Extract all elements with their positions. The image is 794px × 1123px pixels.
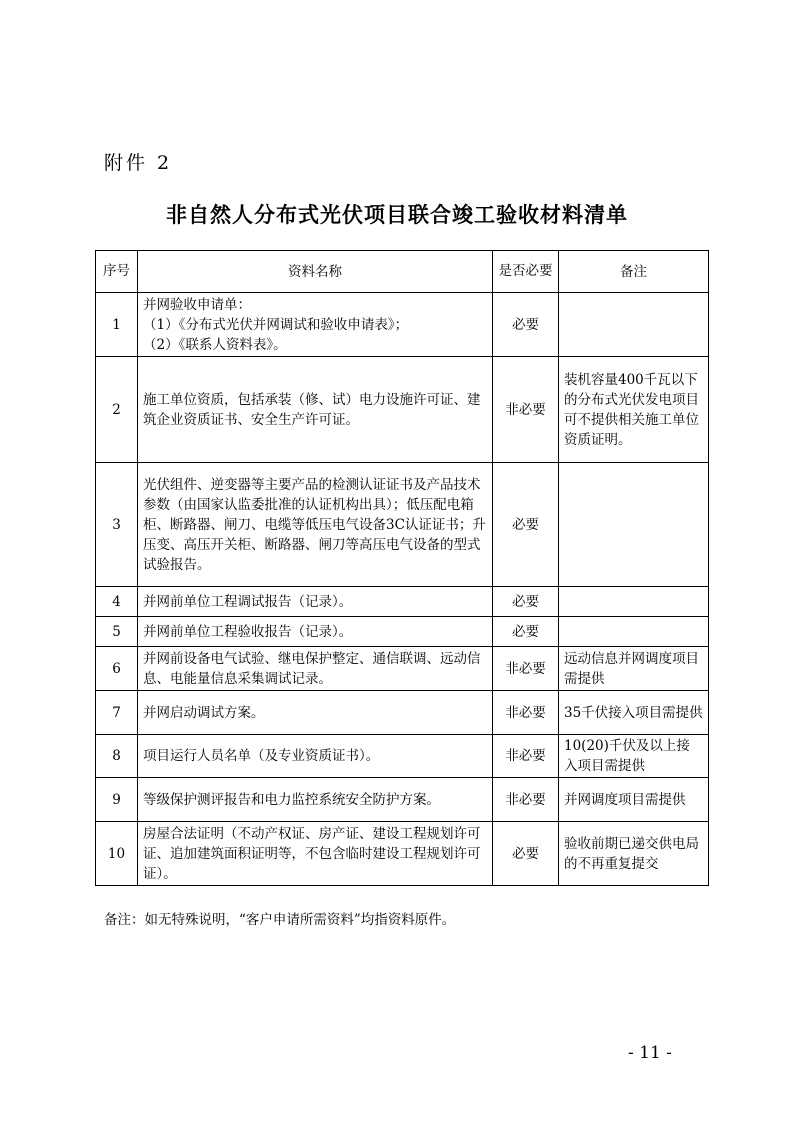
materials-table <box>95 250 709 886</box>
row-no: 4 <box>96 587 138 617</box>
table-row <box>96 357 709 463</box>
table-row <box>96 587 709 617</box>
row-name: 并网验收申请单： （1）《分布式光伏并网调试和验收申请表》； （2）《联系人资料表》。 <box>138 293 493 357</box>
row-name: 光伏组件、逆变器等主要产品的检测认证证书及产品技术参数（由国家认监委批准的认证机构出具）；低压配电箱柜、断路器、闸刀、电缆等低压电气设备3C认证证书；升压变、高压开关柜、断路器、闸刀等高压电气设备的型式试验报告。 <box>138 463 493 587</box>
row-no: 3 <box>96 463 138 587</box>
row-required: 非必要 <box>493 691 559 735</box>
row-note <box>559 617 709 647</box>
row-note: 远动信息并网调度项目需提供 <box>559 647 709 691</box>
table-row <box>96 617 709 647</box>
row-no: 9 <box>96 778 138 822</box>
row-note: 并网调度项目需提供 <box>559 778 709 822</box>
table-row <box>96 293 709 357</box>
row-name: 施工单位资质，包括承装（修、试）电力设施许可证、建筑企业资质证书、安全生产许可证。 <box>138 357 493 463</box>
row-required: 必要 <box>493 822 559 886</box>
table-row <box>96 647 709 691</box>
table-row <box>96 463 709 587</box>
row-no: 1 <box>96 293 138 357</box>
row-name: 房屋合法证明（不动产权证、房产证、建设工程规划许可证、追加建筑面积证明等，不包含临时建设工程规划许可证）。 <box>138 822 493 886</box>
row-name: 项目运行人员名单（及专业资质证书）。 <box>138 735 493 778</box>
footnote: 备注：如无特殊说明，“客户申请所需资料”均指资料原件。 <box>104 912 456 928</box>
row-note <box>559 293 709 357</box>
row-no: 6 <box>96 647 138 691</box>
row-note: 35千伏接入项目需提供 <box>559 691 709 735</box>
row-note: 装机容量400千瓦以下的分布式光伏发电项目可不提供相关施工单位资质证明。 <box>559 357 709 463</box>
attachment-label: 附件 2 <box>104 152 173 174</box>
row-required: 必要 <box>493 293 559 357</box>
row-note <box>559 587 709 617</box>
table-row <box>96 778 709 822</box>
row-required: 非必要 <box>493 647 559 691</box>
row-required: 非必要 <box>493 735 559 778</box>
row-no: 2 <box>96 357 138 463</box>
row-name: 并网前单位工程验收报告（记录）。 <box>138 617 493 647</box>
table-row <box>96 735 709 778</box>
row-no: 10 <box>96 822 138 886</box>
row-no: 7 <box>96 691 138 735</box>
row-note <box>559 463 709 587</box>
table-row <box>96 691 709 735</box>
row-required: 非必要 <box>493 778 559 822</box>
col-header-no: 序号 <box>96 251 138 293</box>
row-name: 并网启动调试方案。 <box>138 691 493 735</box>
row-note: 验收前期已递交供电局的不再重复提交 <box>559 822 709 886</box>
row-required: 必要 <box>493 587 559 617</box>
row-name: 并网前单位工程调试报告（记录）。 <box>138 587 493 617</box>
table-row <box>96 822 709 886</box>
row-no: 5 <box>96 617 138 647</box>
col-header-name: 资料名称 <box>138 251 493 293</box>
row-required: 非必要 <box>493 357 559 463</box>
row-name: 并网前设备电气试验、继电保护整定、通信联调、远动信息、电能量信息采集调试记录。 <box>138 647 493 691</box>
col-header-note: 备注 <box>559 251 709 293</box>
row-no: 8 <box>96 735 138 778</box>
row-name: 等级保护测评报告和电力监控系统安全防护方案。 <box>138 778 493 822</box>
row-required: 必要 <box>493 463 559 587</box>
table-header-row <box>96 251 709 293</box>
row-note: 10(20)千伏及以上接入项目需提供 <box>559 735 709 778</box>
page-number: - 11 - <box>628 1043 672 1063</box>
col-header-required: 是否必要 <box>493 251 559 293</box>
document-title: 非自然人分布式光伏项目联合竣工验收材料清单 <box>166 203 628 227</box>
row-required: 必要 <box>493 617 559 647</box>
